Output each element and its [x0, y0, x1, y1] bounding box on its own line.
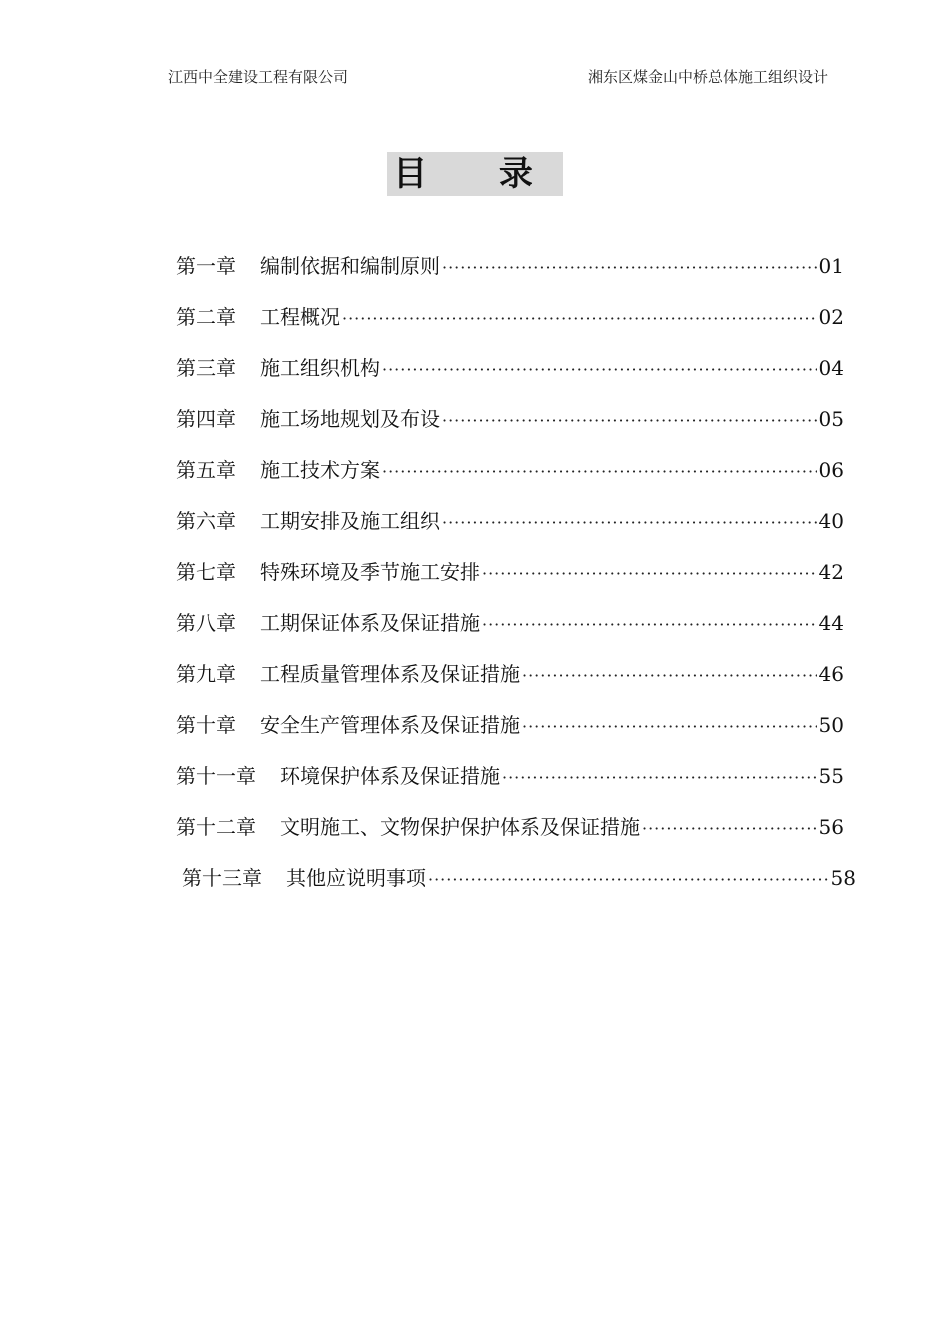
- chapter-number: 第八章: [176, 611, 236, 635]
- page-number: 50: [818, 713, 844, 737]
- chapter-number: 第三章: [176, 356, 236, 380]
- toc-entry[interactable]: [176, 658, 844, 709]
- page-number: 40: [818, 509, 844, 533]
- chapter-number: 第九章: [176, 662, 236, 686]
- dot-leader: [382, 456, 817, 488]
- dot-leader: [442, 405, 817, 437]
- chapter-title: 特殊环境及季节施工安排: [260, 560, 480, 584]
- chapter-title: 安全生产管理体系及保证措施: [260, 713, 520, 737]
- page-title: 目 录: [387, 152, 563, 196]
- page-number: 42: [818, 560, 844, 584]
- toc-entry[interactable]: [176, 352, 844, 403]
- toc-entry[interactable]: [176, 250, 844, 301]
- chapter-number: 第七章: [176, 560, 236, 584]
- page-header: [168, 66, 828, 92]
- toc-entry[interactable]: [182, 862, 856, 913]
- chapter-number: 第十章: [176, 713, 236, 737]
- chapter-number: 第六章: [176, 509, 236, 533]
- chapter-title: 环境保护体系及保证措施: [280, 764, 500, 788]
- chapter-title: 其他应说明事项: [286, 866, 426, 890]
- toc-entry[interactable]: [176, 556, 844, 607]
- dot-leader: [502, 762, 817, 794]
- dot-leader: [522, 660, 817, 692]
- dot-leader: [482, 609, 817, 641]
- chapter-title: 施工场地规划及布设: [260, 407, 440, 431]
- chapter-number: 第五章: [176, 458, 236, 482]
- toc-entry[interactable]: [176, 760, 844, 811]
- dot-leader: [482, 558, 817, 590]
- chapter-number: 第十一章: [176, 764, 256, 788]
- dot-leader: [442, 507, 817, 539]
- chapter-number: 第四章: [176, 407, 236, 431]
- chapter-title: 工程质量管理体系及保证措施: [260, 662, 520, 686]
- title-container: [0, 152, 950, 196]
- chapter-title: 施工技术方案: [260, 458, 380, 482]
- page-number: 55: [818, 764, 844, 788]
- page-number: 46: [818, 662, 844, 686]
- toc-entry[interactable]: [176, 301, 844, 352]
- page-number: 01: [818, 254, 844, 278]
- page-number: 04: [818, 356, 844, 380]
- dot-leader: [522, 711, 817, 743]
- chapter-number: 第十二章: [176, 815, 256, 839]
- chapter-title: 工程概况: [260, 305, 340, 329]
- toc-entry[interactable]: [176, 607, 844, 658]
- chapter-title: 工期保证体系及保证措施: [260, 611, 480, 635]
- page-number: 05: [818, 407, 844, 431]
- chapter-number: 第一章: [176, 254, 236, 278]
- page-number: 44: [818, 611, 844, 635]
- toc-entry[interactable]: [176, 454, 844, 505]
- dot-leader: [642, 813, 817, 845]
- dot-leader: [342, 303, 817, 335]
- chapter-title: 文明施工、文物保护保护体系及保证措施: [280, 815, 640, 839]
- table-of-contents: [176, 250, 856, 913]
- dot-leader: [442, 252, 817, 284]
- toc-entry[interactable]: [176, 505, 844, 556]
- toc-entry[interactable]: [176, 811, 844, 862]
- chapter-title: 施工组织机构: [260, 356, 380, 380]
- toc-entry[interactable]: [176, 403, 844, 454]
- dot-leader: [382, 354, 817, 386]
- page-number: 02: [818, 305, 844, 329]
- toc-entry[interactable]: [176, 709, 844, 760]
- chapter-number: 第二章: [176, 305, 236, 329]
- page-number: 56: [818, 815, 844, 839]
- page-number: 58: [830, 866, 856, 890]
- document-title: 湘东区煤金山中桥总体施工组织设计: [587, 68, 828, 86]
- chapter-number: 第十三章: [182, 866, 262, 890]
- dot-leader: [428, 864, 829, 896]
- chapter-title: 工期安排及施工组织: [260, 509, 440, 533]
- company-name: 江西中全建设工程有限公司: [168, 68, 349, 86]
- chapter-title: 编制依据和编制原则: [260, 254, 440, 278]
- page-number: 06: [818, 458, 844, 482]
